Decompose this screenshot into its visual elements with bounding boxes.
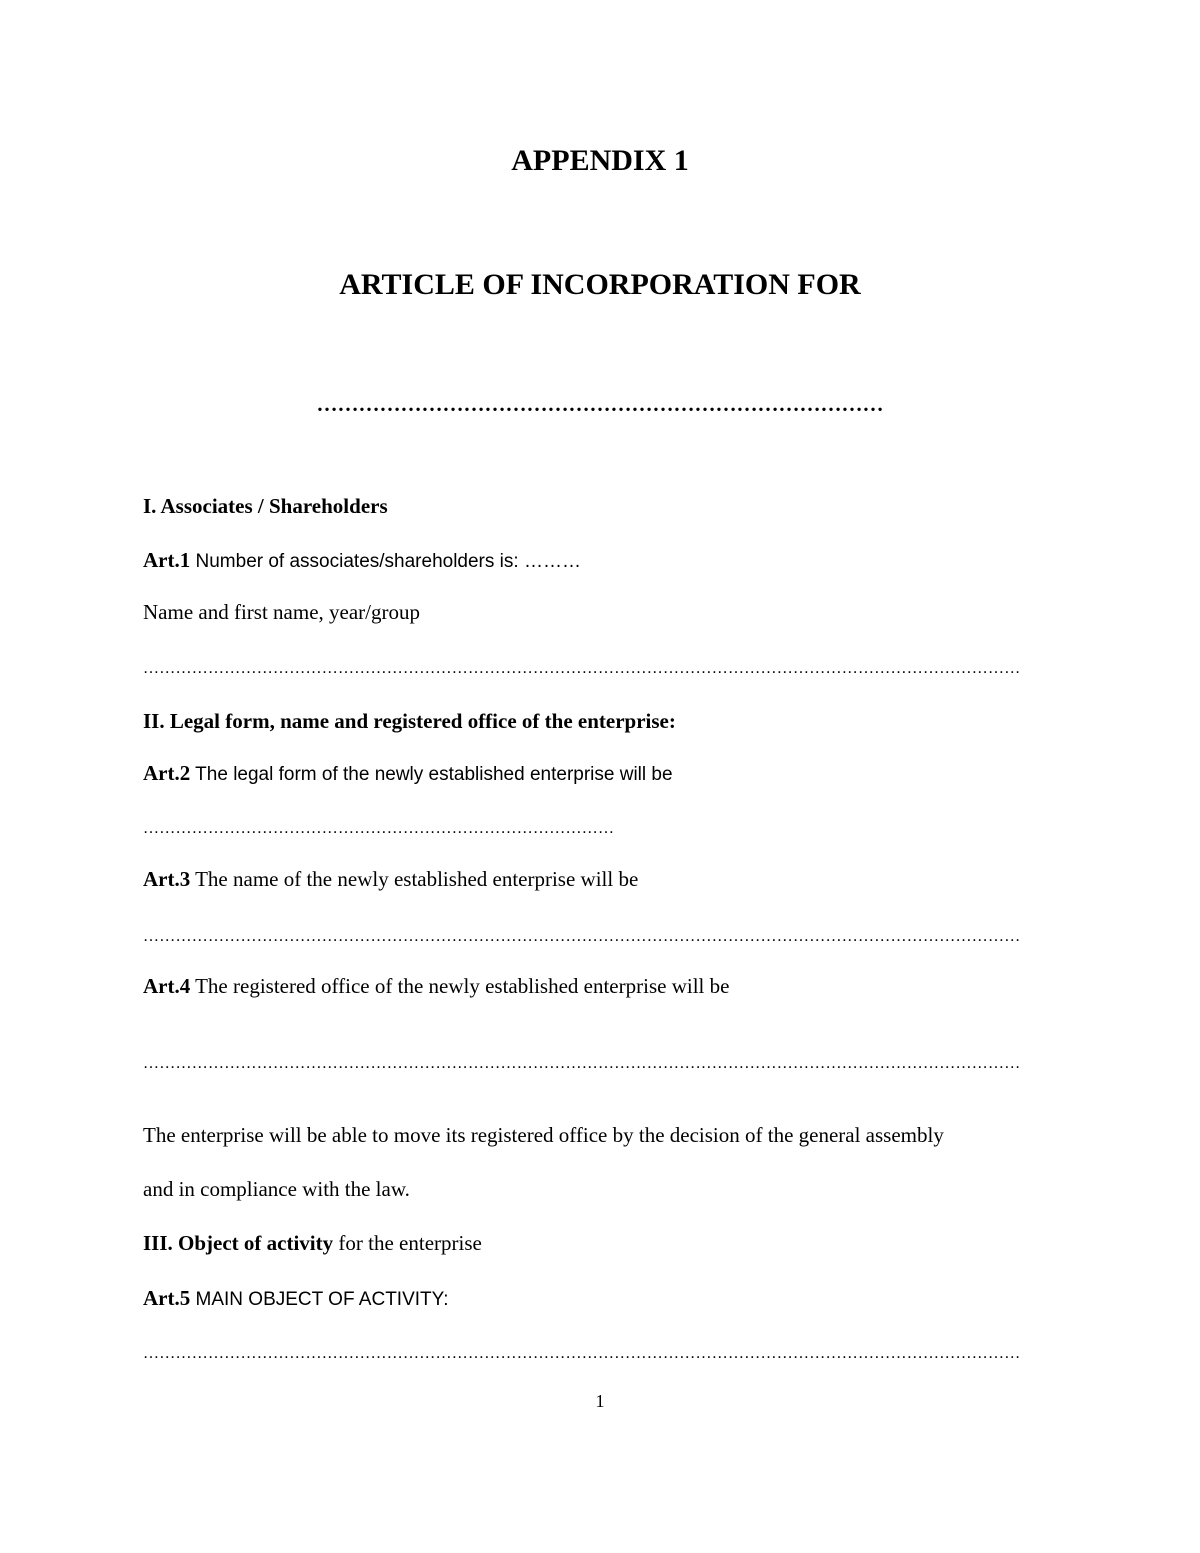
art-1-line <box>143 547 581 575</box>
art-5-blank-line: ……………………………………………………………………………………………………………………………………………… <box>143 1345 1021 1362</box>
art-3-line <box>143 866 638 892</box>
art-4-text: The registered office of the newly established enterprise will be <box>190 974 730 998</box>
art-1-label: Art.1 <box>143 548 191 572</box>
title-blank-line: ……………………………………………………………………… <box>316 392 884 416</box>
art-4-line <box>143 973 729 999</box>
art-2-line <box>143 760 673 788</box>
art-5-label: Art.5 <box>143 1286 191 1310</box>
section-3-heading-bold: III. Object of activity <box>143 1231 334 1255</box>
section-3-heading-rest: for the enterprise <box>333 1231 482 1255</box>
section-1-blank-line: ……………………………………………………………………………………………………………………………………………… <box>143 660 1021 677</box>
move-office-line-1: The enterprise will be able to move its registered office by the decision of the general assembly <box>143 1123 944 1147</box>
art-4-label: Art.4 <box>143 974 191 998</box>
page-number: 1 <box>595 1391 605 1411</box>
art-1-text: Number of associates/shareholders is: ……… <box>190 551 581 572</box>
art-3-text: The name of the newly established enterprise will be <box>190 867 639 891</box>
section-1-heading: I. Associates / Shareholders <box>143 494 388 518</box>
art-2-blank-line: …………………………………………………………………………… <box>143 820 615 837</box>
main-title: ARTICLE OF INCORPORATION FOR <box>339 268 861 301</box>
art-5-text: MAIN OBJECT OF ACTIVITY: <box>190 1289 449 1310</box>
art-3-blank-line: ……………………………………………………………………………………………………………………………………………… <box>143 928 1021 945</box>
art-2-text: The legal form of the newly established enterprise will be <box>190 764 673 785</box>
names-line: Name and first name, year/group <box>143 600 420 624</box>
section-2-heading: II. Legal form, name and registered office of the enterprise: <box>143 709 676 733</box>
section-3-heading <box>143 1230 482 1256</box>
art-2-label: Art.2 <box>143 761 191 785</box>
art-5-line <box>143 1285 449 1313</box>
art-3-label: Art.3 <box>143 867 191 891</box>
art-4-blank-line: ……………………………………………………………………………………………………………………………………………… <box>143 1055 1021 1072</box>
move-office-line-2: and in compliance with the law. <box>143 1177 410 1201</box>
appendix-title: APPENDIX 1 <box>511 144 689 177</box>
